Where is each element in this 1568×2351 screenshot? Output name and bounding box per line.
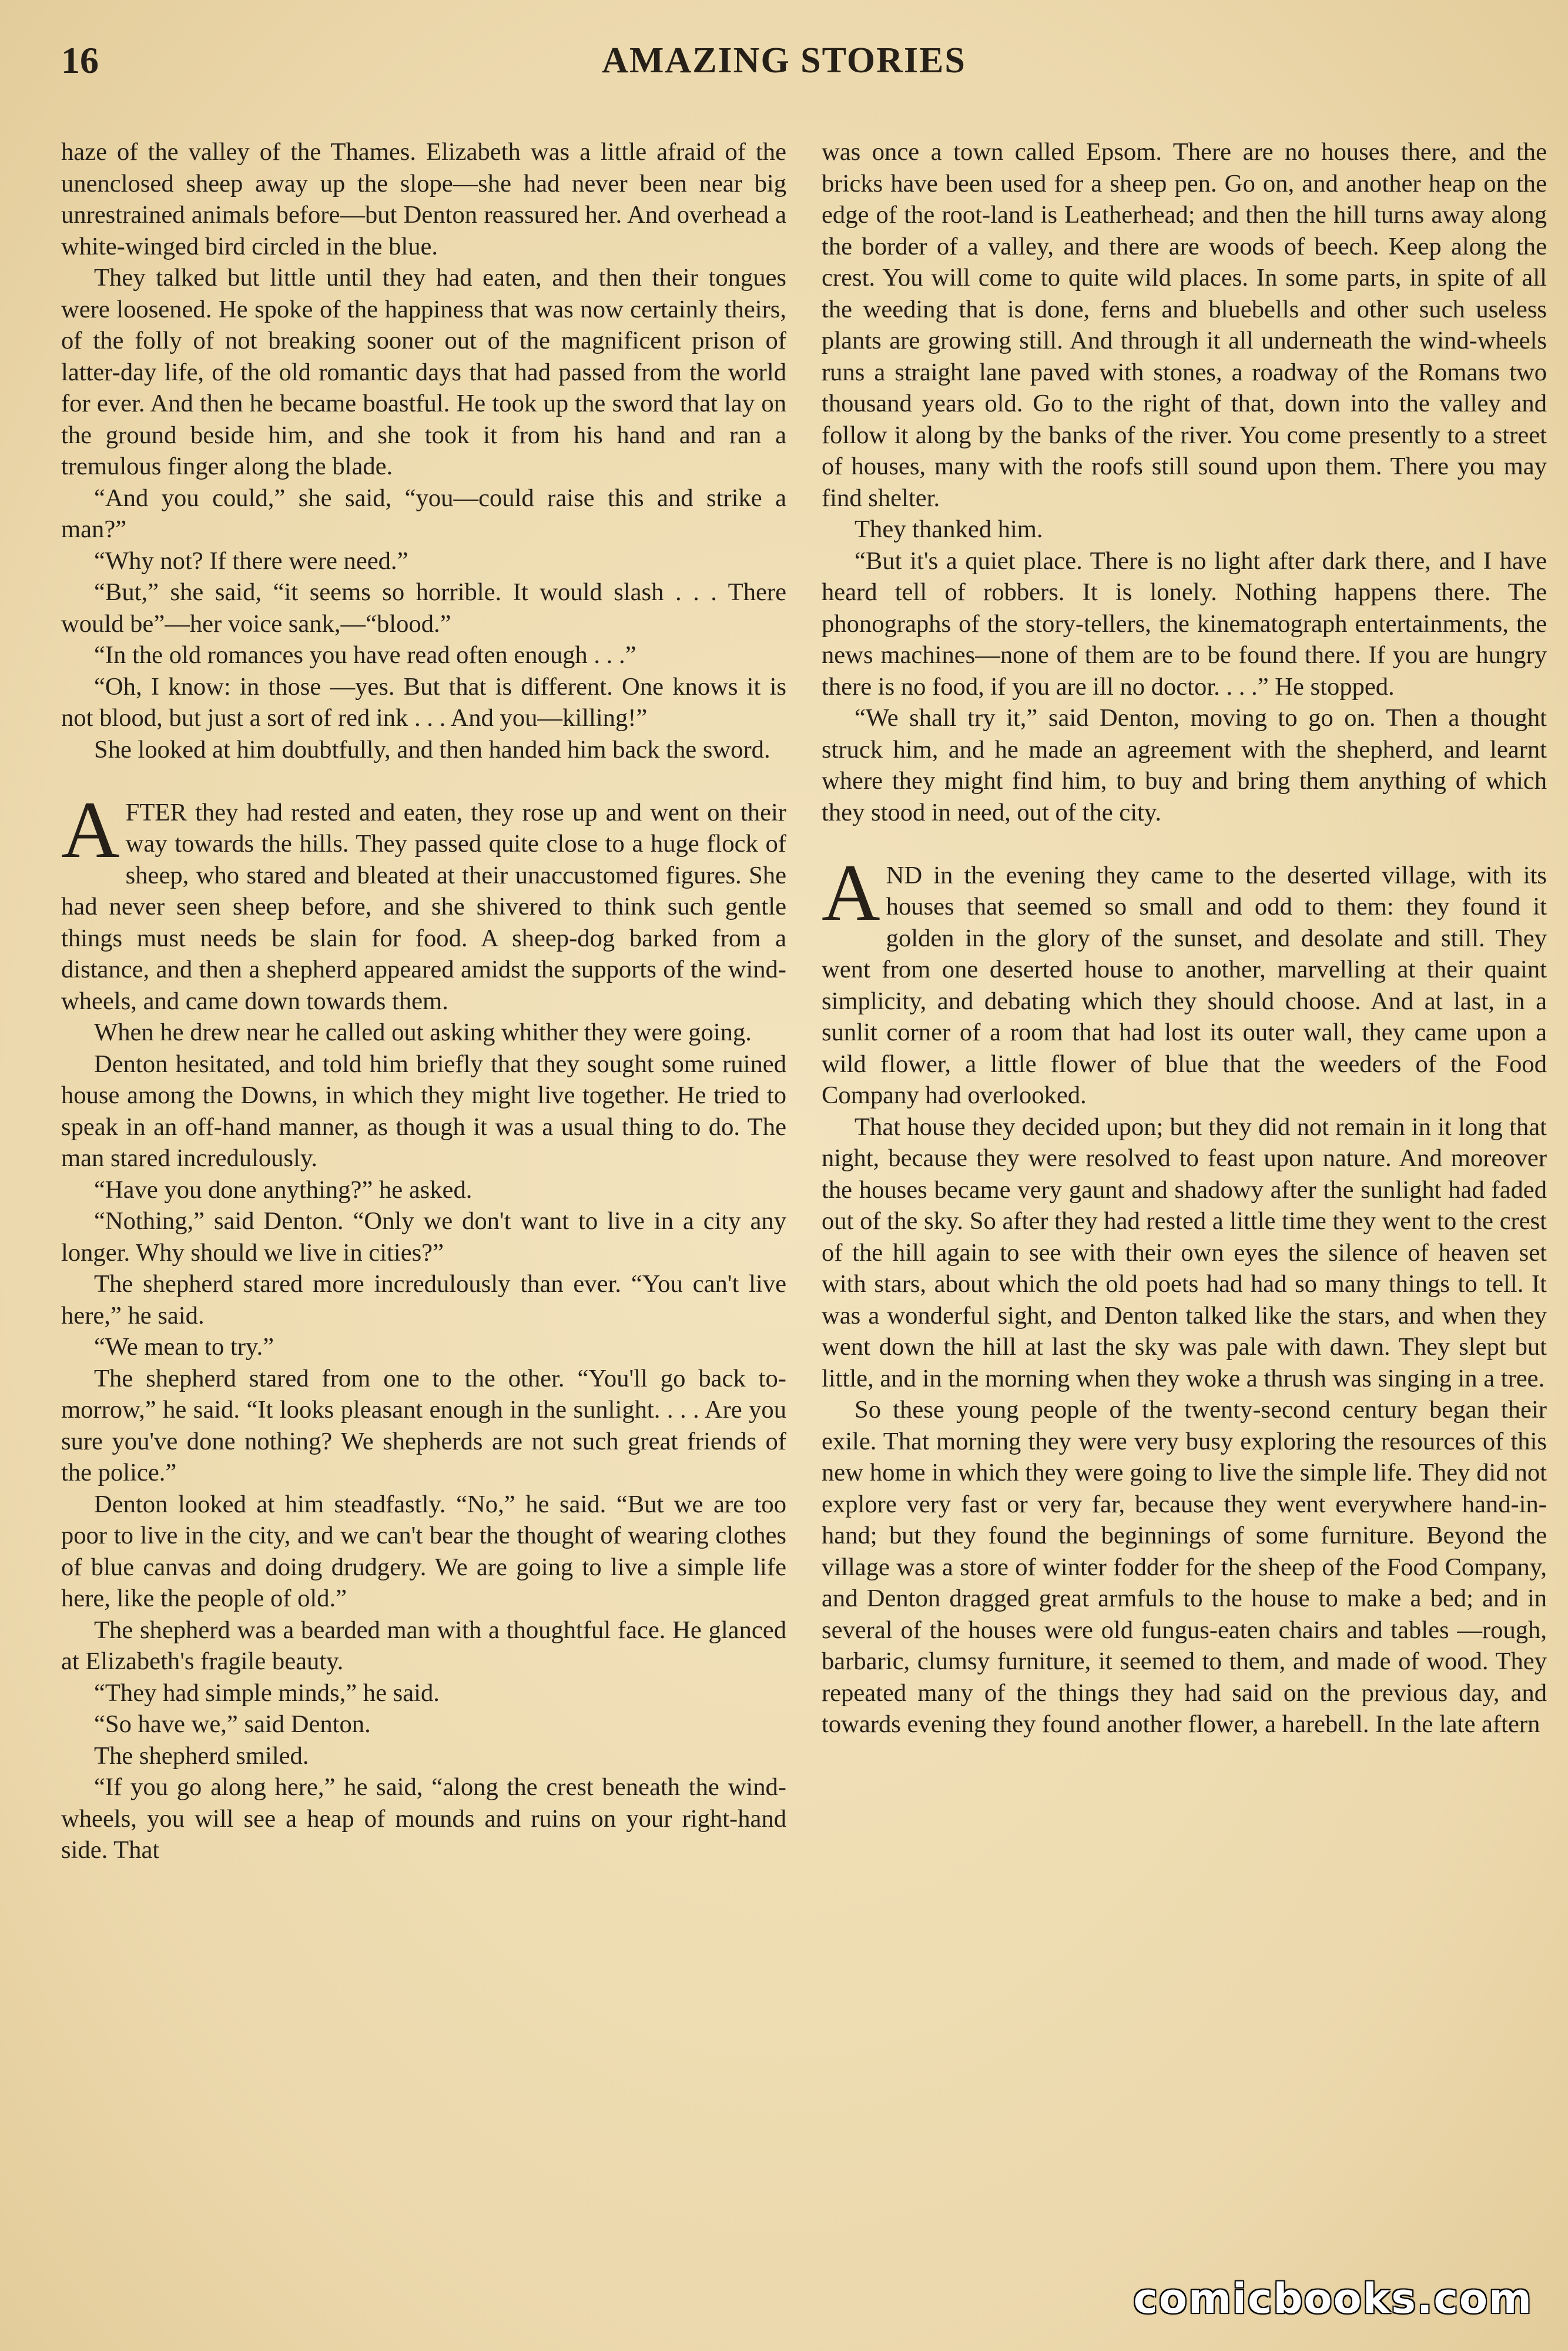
drop-cap: A bbox=[61, 784, 120, 875]
paragraph-text: ND in the evening they came to the deserted village, with its houses that seemed so small and odd to them: they found it golden in the glory of the sunset, and desolate and still. They went from one deserted house to another, marvelling at their quaint simplicity, and debating which they should choose. And at last, in a sunlit corner of a room that had lost its outer wall, they came upon a wild flower, a little flower of blue that the weeders of the Food Company had overlooked. bbox=[822, 861, 1547, 1109]
paragraph: Denton looked at him steadfastly. “No,” he said. “But we are too poor to live in the city, and we can't bear the thought of wearing clothes of blue canvas and doing drudgery. We are going to live a simple life here, like the people of old.” bbox=[61, 1490, 786, 1612]
paragraph: “In the old romances you have read often enough . . .” bbox=[94, 641, 636, 669]
paragraph: That house they decided upon; but they did not remain in it long that night, because they were resolved to feast upon nature. And moreover the houses became very gaunt and shadowy after the sunlight had faded out of the sky. So after they had rested a little time they went to the crest of the hill again to see with their own eyes the silence of heaven set with stars, about which the old poets had had so many things to tell. It was a wonderful sight, and Denton talked like the stars, and when they went down the hill at last the sky was pale with dawn. They slept but little, and in the morning when they woke a thrush was singing in a tree. bbox=[822, 1113, 1547, 1392]
paragraph: She looked at him doubtfully, and then handed him back the sword. bbox=[94, 735, 770, 763]
paragraph: The shepherd smiled. bbox=[94, 1742, 309, 1770]
paragraph: “So have we,” said Denton. bbox=[94, 1710, 371, 1738]
paragraph-text: FTER they had rested and eaten, they rose up and went on their way towards the hills. They passed quite close to a huge flock of sheep, who stared and bleated at their unaccustomed figures. She had never seen sheep before, and she shivered to think such gentle things must needs be slain for food. A sheep-dog barked from a distance, and then a shepherd appeared amidst the supports of the wind-wheels, and came down towards them. bbox=[61, 798, 786, 1015]
paragraph: “They had simple minds,” he said. bbox=[94, 1679, 440, 1707]
drop-cap: A bbox=[822, 847, 880, 937]
right-column bbox=[822, 136, 1547, 2299]
paragraph: “We mean to try.” bbox=[94, 1333, 274, 1361]
paragraph: “But it's a quiet place. There is no light after dark there, and I have heard tell of robbers. It is lonely. Nothing happens there. The phonographs of the story-tellers, the kinematograph entertainments, the news machines—none of them are to be found there. If you are hungry there is no food, if you are ill no doctor. . . .” He stopped. bbox=[822, 547, 1547, 701]
paragraph: They thanked him. bbox=[855, 515, 1043, 543]
paragraph: The shepherd stared from one to the other. “You'll go back to-morrow,” he said. “It looks pleasant enough in the sunlight. . . . Are you sure you've done nothing? We shepherds are not such great friends of the police.” bbox=[61, 1364, 786, 1486]
section-opening-paragraph bbox=[822, 847, 1547, 1111]
paragraph: The shepherd stared more incredulously than ever. “You can't live here,” he said. bbox=[61, 1270, 786, 1329]
page-number: 16 bbox=[61, 39, 99, 81]
paragraph: was once a town called Epsom. There are no houses there, and the bricks have been used for a sheep pen. Go on, and another heap on the edge of the root-land is Leatherhead; and then the hill turns away along the border of a valley, and there are woods of beech. Keep along the crest. You will come to quite wild places. In some parts, in spite of all the weeding that is done, ferns and bluebells and other such useless plants are growing still. And through it all underneath the wind-wheels runs a straight lane paved with stones, a roadway of the Romans two thousand years old. Go to the right of that, down into the valley and follow it along by the banks of the river. You come presently to a street of houses, many with the roofs still sound upon them. There you may find shelter. bbox=[822, 138, 1547, 512]
paragraph: The shepherd was a bearded man with a thoughtful face. He glanced at Elizabeth's fragile beauty. bbox=[61, 1616, 786, 1675]
paragraph: “And you could,” she said, “you—could raise this and strike a man?” bbox=[61, 484, 786, 543]
paragraph: “Nothing,” said Denton. “Only we don't want to live in a city any longer. Why should we live in cities?” bbox=[61, 1207, 786, 1267]
paragraph: They talked but little until they had eaten, and then their tongues were loosened. He spoke of the happiness that was now certainly theirs, of the folly of not breaking sooner out of the magnificent prison of latter-day life, of the old romantic days that had passed from the world for ever. And then he became boastful. He took up the sword that lay on the ground beside him, and she took it from his hand and ran a tremulous finger along the blade. bbox=[61, 264, 786, 480]
paragraph: “We shall try it,” said Denton, moving to go on. Then a thought struck him, and he made an agreement with the shepherd, and learnt where they might find him, to buy and bring them anything of which they stood in need, out of the city. bbox=[822, 704, 1547, 826]
paragraph: “If you go along here,” he said, “along the crest beneath the wind-wheels, you will see a heap of mounds and ruins on your right-hand side. That bbox=[61, 1773, 786, 1864]
paragraph: “Have you done anything?” he asked. bbox=[94, 1176, 473, 1204]
paragraph: haze of the valley of the Thames. Elizabeth was a little afraid of the unenclosed sheep away up the slope—she had never been near big unrestrained animals before—but Denton reassured her. And overhead a white-winged bird circled in the blue. bbox=[61, 138, 786, 260]
paragraph: “But,” she said, “it seems so horrible. It would slash . . . There would be”—her voice sank,—“blood.” bbox=[61, 578, 786, 638]
section-opening-paragraph bbox=[61, 784, 786, 1017]
watermark: comicbooks.com bbox=[1133, 2275, 1533, 2323]
running-head: AMAZING STORIES bbox=[602, 41, 966, 81]
paragraph: Denton hesitated, and told him briefly that they sought some ruined house among the Downs, in which they might live together. He tried to speak in an off-hand manner, as though it was a usual thing to do. The man stared incredulously. bbox=[61, 1050, 786, 1172]
paragraph: When he drew near he called out asking whither they were going. bbox=[94, 1019, 752, 1046]
page-header bbox=[0, 34, 1568, 87]
paragraph: “Oh, I know: in those —yes. But that is different. One knows it is not blood, but just a sort of red ink . . . And you—killing!” bbox=[61, 672, 786, 732]
left-column bbox=[61, 136, 786, 2299]
paragraph: “Why not? If there were need.” bbox=[94, 547, 408, 575]
paragraph: So these young people of the twenty-second century began their exile. That morning they were very busy exploring the resources of this new home in which they were going to live the simple life. They did not explore very fast or very far, because they went everywhere hand-in-hand; but they found the beginnings of some furniture. Beyond the village was a store of winter fodder for the sheep of the Food Company, and Denton dragged great armfuls to the house to make a bed; and in several of the houses were old fungus-eaten chairs and tables —rough, barbaric, clumsy furniture, it seemed to them, and made of wood. They repeated many of the things they had said on the previous day, and towards evening they found another flower, a harebell. In the late aftern bbox=[822, 1396, 1547, 1738]
